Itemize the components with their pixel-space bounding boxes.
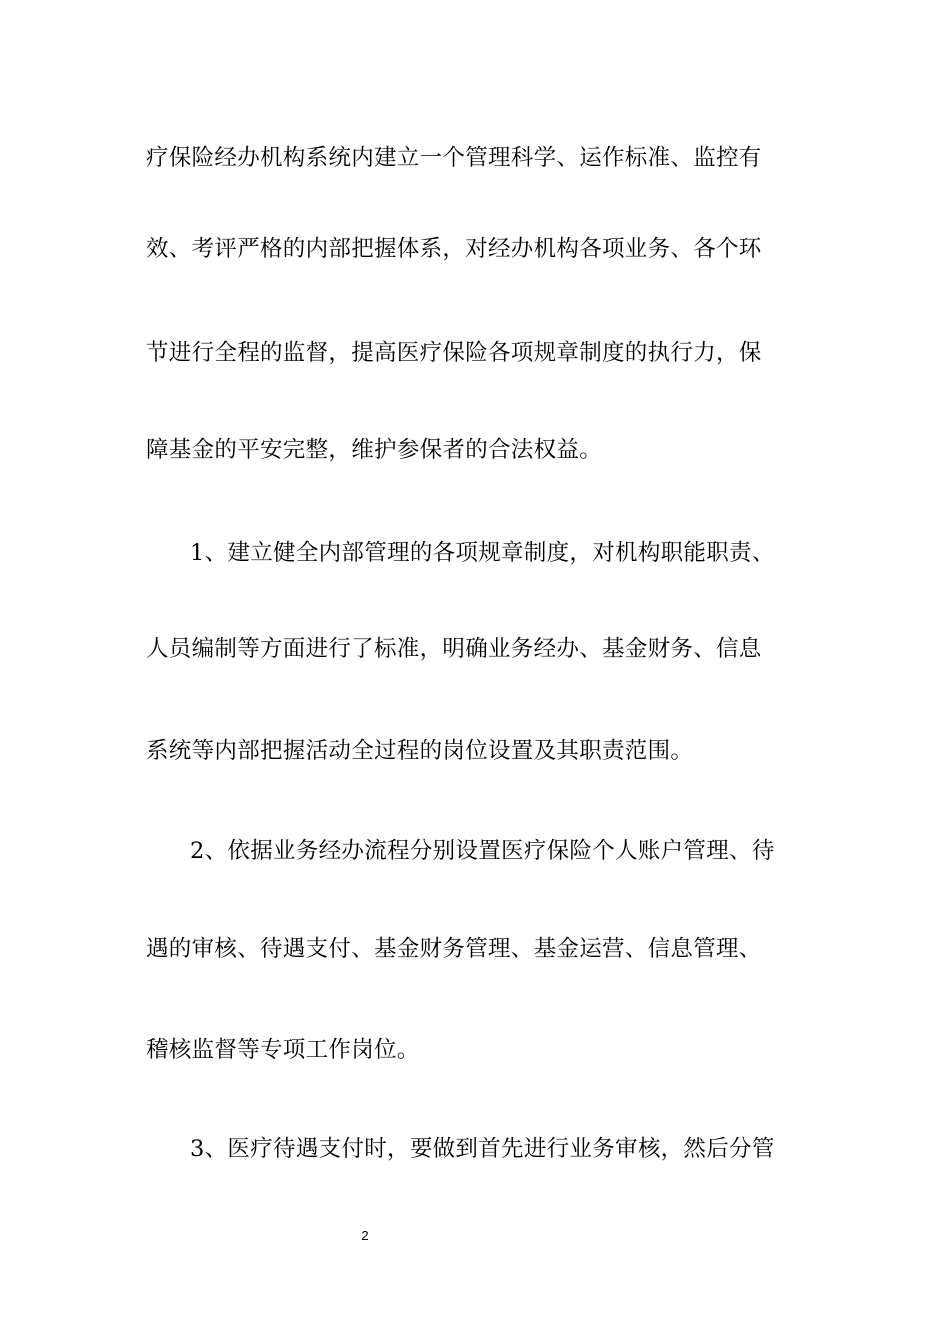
text-line-11: 3、医疗待遇支付时，要做到首先进行业务审核，然后分管 xyxy=(190,1136,775,1162)
text-line-7: 系统等内部把握活动全过程的岗位设置及其职责范围。 xyxy=(146,738,694,764)
text-line-6: 人员编制等方面进行了标准，明确业务经办、基金财务、信息 xyxy=(146,636,762,662)
text-line-8: 2、依据业务经办流程分别设置医疗保险个人账户管理、待 xyxy=(190,838,775,864)
text-line-2: 效、考评严格的内部把握体系，对经办机构各项业务、各个环 xyxy=(146,236,762,262)
page-number: 2 xyxy=(361,1228,369,1243)
text-line-1: 疗保险经办机构系统内建立一个管理科学、运作标准、监控有 xyxy=(146,145,762,171)
text-line-10: 稽核监督等专项工作岗位。 xyxy=(146,1037,420,1063)
text-line-3: 节进行全程的监督，提高医疗保险各项规章制度的执行力，保 xyxy=(146,340,762,366)
text-line-4: 障基金的平安完整，维护参保者的合法权益。 xyxy=(146,437,603,463)
text-line-5: 1、建立健全内部管理的各项规章制度，对机构职能职责、 xyxy=(190,540,775,566)
text-line-9: 遇的审核、待遇支付、基金财务管理、基金运营、信息管理、 xyxy=(146,936,762,962)
